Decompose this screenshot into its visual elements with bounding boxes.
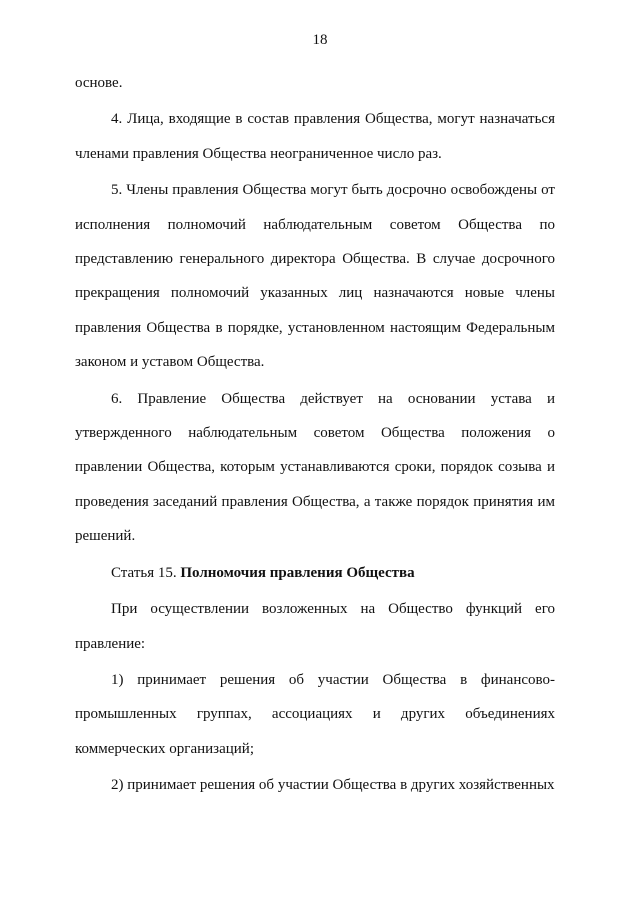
article-heading <box>75 556 555 590</box>
paragraph-6: 6. Правление Общества действует на основании устава и утвержденного наблюдательным советом Общества положения о правлении Общества, которым устанавливаются сроки, порядок созыва и проведения заседаний правления Общества, а также порядок принятия им решений. <box>75 390 555 545</box>
continuation-text: основе. <box>75 75 123 91</box>
article-title: Полномочия правления Общества <box>180 564 415 581</box>
article-prefix: Статья 15. <box>111 564 177 581</box>
page-number: 18 <box>312 32 328 48</box>
list-item-2: 2) принимает решения об участии Общества в других хозяйственных <box>111 777 555 794</box>
article-intro: При осуществлении возложенных на Общество функций его правление: <box>75 601 555 652</box>
document-body <box>75 66 555 803</box>
list-item-1: 1) принимает решения об участии Общества в финансово-промышленных группах, ассоциациях и других объединениях коммерческих организаций; <box>75 671 555 757</box>
paragraph-5: 5. Члены правления Общества могут быть досрочно освобождены от исполнения полномочий наблюдательным советом Общества по представлению генерального директора Общества. В случае досрочного прекращения полномочий указанных лиц назначаются новые члены правления Общества в порядке, установленном настоящим Федеральным законом и уставом Общества. <box>75 182 555 371</box>
paragraph-4: 4. Лица, входящие в состав правления Общества, могут назначаться членами правления Общества неограниченное число раз. <box>75 111 555 162</box>
